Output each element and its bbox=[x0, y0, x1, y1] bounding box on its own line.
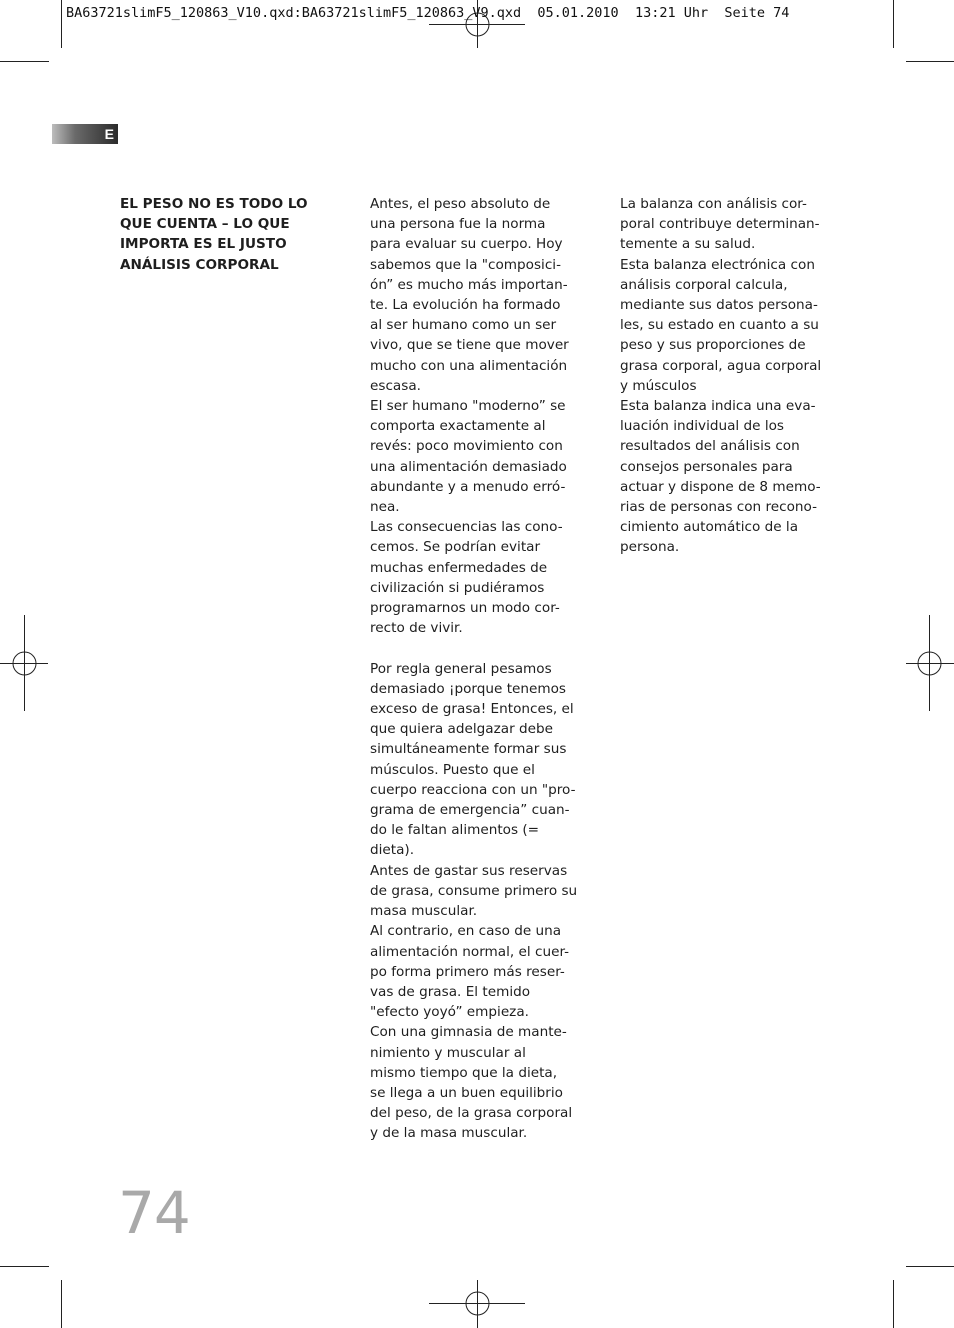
text-line: Esta balanza electrónica con bbox=[620, 256, 815, 273]
body-column-2 bbox=[370, 194, 577, 1144]
text-line: Las consecuencias las cono- bbox=[370, 519, 563, 536]
heading-line: EL PESO NO ES TODO LO bbox=[120, 196, 308, 212]
text-line: vas de grasa. El temido bbox=[370, 983, 531, 1000]
text-line: mucho con una alimentación bbox=[370, 357, 568, 374]
language-tab bbox=[52, 124, 118, 144]
text-line: masa muscular. bbox=[370, 903, 478, 920]
text-line: abundante y a menudo erró- bbox=[370, 478, 566, 495]
text-line: comporta exactamente al bbox=[370, 418, 546, 435]
text-line: revés: poco movimiento con bbox=[370, 438, 563, 455]
text-line: cuerpo reacciona con un "pro- bbox=[370, 781, 576, 798]
text-line: rias de personas con recono- bbox=[620, 499, 818, 516]
text-line: programarnos un modo cor- bbox=[370, 600, 560, 617]
text-line: exceso de grasa! Entonces, el bbox=[370, 701, 574, 718]
text-line: simultáneamente formar sus bbox=[370, 741, 567, 758]
text-line: consejos personales para bbox=[620, 458, 793, 475]
text-line: Al contrario, en caso de una bbox=[370, 923, 562, 940]
text-line: una persona fue la norma bbox=[370, 216, 546, 233]
text-line: de grasa, consume primero su bbox=[370, 882, 578, 899]
text-line: muchas enfermedades de bbox=[370, 559, 548, 576]
text-line: demasiado ¡porque tenemos bbox=[370, 680, 567, 697]
text-line: Por regla general pesamos bbox=[370, 660, 552, 677]
heading-line: QUE CUENTA – LO QUE bbox=[120, 216, 290, 233]
text-line: La balanza con análisis cor- bbox=[620, 196, 807, 212]
text-line: resultados del análisis con bbox=[620, 438, 800, 455]
text-line: les, su estado en cuanto a su bbox=[620, 317, 819, 334]
text-line: alimentación normal, el cuer- bbox=[370, 943, 570, 960]
text-line: que quiera adelgazar debe bbox=[370, 721, 553, 738]
text-line: escasa. bbox=[370, 377, 421, 394]
text-line: cimiento automático de la bbox=[620, 519, 799, 536]
text-line: ón” es mucho más importan- bbox=[370, 276, 568, 293]
print-slug-line: BA63721slimF5_120863_V10.qxd:BA63721slimF5_120863_V9.qxd 05.01.2010 13:21 Uhr Seite 74 bbox=[66, 5, 790, 21]
text-line: vivo, que se tiene que mover bbox=[370, 337, 569, 354]
text-line: El ser humano "moderno” se bbox=[370, 398, 566, 415]
text-line: y músculos bbox=[620, 377, 697, 394]
text-line: temente a su salud. bbox=[620, 236, 756, 253]
heading-line: ANÁLISIS CORPORAL bbox=[120, 256, 279, 273]
section-heading bbox=[120, 194, 308, 275]
text-line: mismo tiempo que la dieta, bbox=[370, 1064, 558, 1081]
text-line: cemos. Se podrían evitar bbox=[370, 539, 541, 556]
text-line: Antes de gastar sus reservas bbox=[370, 862, 568, 879]
body-column-3 bbox=[620, 194, 821, 558]
text-line: análisis corporal calcula, bbox=[620, 276, 788, 293]
language-tab-label: E bbox=[104, 126, 114, 142]
text-line: del peso, de la grasa corporal bbox=[370, 1105, 573, 1122]
text-line: se llega a un buen equilibrio bbox=[370, 1084, 563, 1101]
text-line: actuar y dispone de 8 memo- bbox=[620, 478, 821, 495]
text-line: para evaluar su cuerpo. Hoy bbox=[370, 236, 563, 253]
text-line: nimiento y muscular al bbox=[370, 1044, 526, 1061]
text-line bbox=[370, 638, 577, 658]
page-number: 74 bbox=[118, 1179, 190, 1247]
heading-line: IMPORTA ES EL JUSTO bbox=[120, 236, 287, 253]
text-line: Antes, el peso absoluto de bbox=[370, 196, 551, 212]
text-line: Con una gimnasia de mante- bbox=[370, 1024, 567, 1041]
text-line: una alimentación demasiado bbox=[370, 458, 567, 475]
text-line: luación individual de los bbox=[620, 418, 785, 435]
text-line: grama de emergencia” cuan- bbox=[370, 802, 570, 819]
text-line: te. La evolución ha formado bbox=[370, 297, 561, 314]
text-line: civilización si pudiéramos bbox=[370, 579, 545, 596]
text-line: nea. bbox=[370, 499, 400, 516]
text-line: grasa corporal, agua corporal bbox=[620, 357, 822, 374]
text-line: músculos. Puesto que el bbox=[370, 761, 535, 778]
text-line: po forma primero más reser- bbox=[370, 963, 565, 980]
text-line: Esta balanza indica una eva- bbox=[620, 398, 816, 415]
text-line: mediante sus datos persona- bbox=[620, 297, 818, 314]
text-line: al ser humano como un ser bbox=[370, 317, 557, 334]
text-line: dieta). bbox=[370, 842, 415, 859]
text-line: y de la masa muscular. bbox=[370, 1125, 528, 1142]
text-line: persona. bbox=[620, 539, 680, 556]
text-line: poral contribuye determinan- bbox=[620, 216, 820, 233]
text-line: recto de vivir. bbox=[370, 620, 463, 637]
text-line: do le faltan alimentos (= bbox=[370, 822, 540, 839]
text-line: peso y sus proporciones de bbox=[620, 337, 806, 354]
text-line: "efecto yoyó” empieza. bbox=[370, 1004, 529, 1021]
text-line: sabemos que la "composici- bbox=[370, 256, 561, 273]
